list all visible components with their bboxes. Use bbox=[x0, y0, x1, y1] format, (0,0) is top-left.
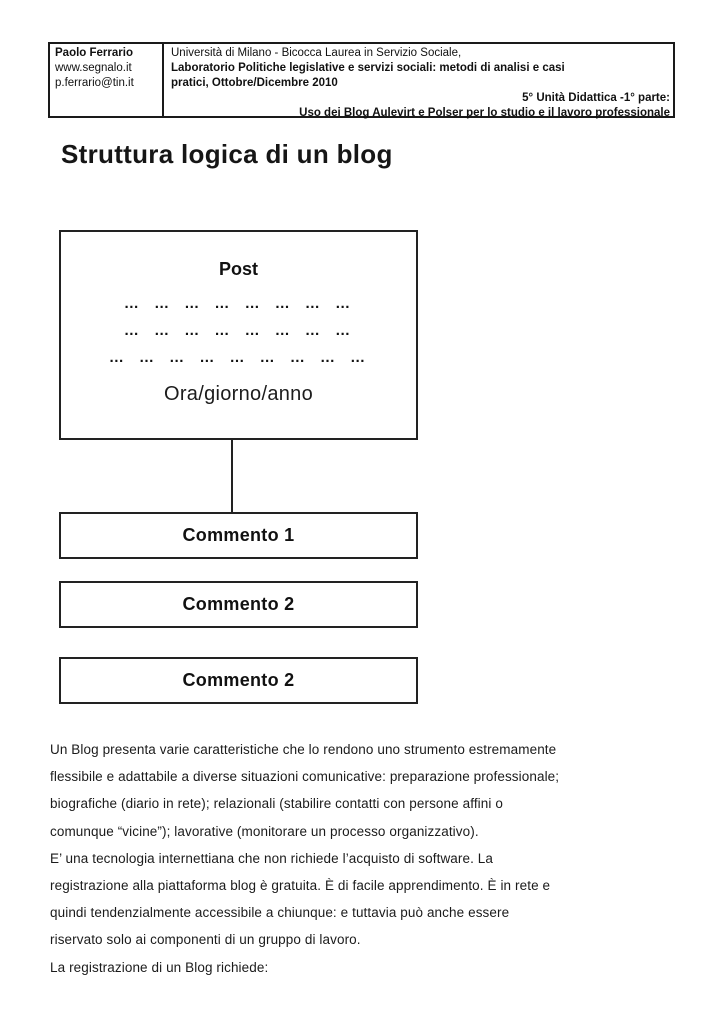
post-dotted-lines bbox=[61, 290, 416, 371]
course-lab-line-1: Laboratorio Politiche legislative e servizi sociali: metodi di analisi e casi bbox=[171, 62, 565, 74]
header-author-cell bbox=[50, 44, 164, 116]
comment-box-2 bbox=[59, 581, 418, 628]
body-line: quindi tendenzialmente accessibile a chiunque: e tuttavia può anche essere bbox=[50, 905, 510, 921]
course-unit-line: 5° Unità Didattica -1° parte: bbox=[522, 92, 670, 104]
post-dotted-line: … … … … … … … … bbox=[123, 322, 354, 339]
author-email: p.ferrario@tin.it bbox=[55, 77, 134, 89]
comment-box-label: Commento 2 bbox=[182, 670, 295, 690]
body-line: La registrazione di un Blog richiede: bbox=[50, 959, 269, 975]
author-name: Paolo Ferrario bbox=[55, 47, 133, 59]
body-line: E’ una tecnologia internettiana che non richiede l’acquisto di software. La bbox=[50, 850, 494, 866]
comment-box-3 bbox=[59, 657, 418, 704]
connector-line bbox=[231, 440, 233, 512]
header-course-cell bbox=[164, 44, 673, 119]
body-line: Un Blog presenta varie caratteristiche che lo rendono uno strumento estremamente bbox=[50, 742, 557, 757]
header-table bbox=[48, 42, 675, 118]
body-line: flessibile e adattabile a diverse situazioni comunicative: preparazione professionale; bbox=[50, 769, 560, 785]
post-timestamp: Ora/giorno/anno bbox=[163, 383, 314, 405]
course-lab-line-2: pratici, Ottobre/Dicembre 2010 bbox=[171, 77, 338, 89]
course-university-line: Università di Milano - Bicocca Laurea in Servizio Sociale, bbox=[171, 47, 462, 59]
body-line: biografiche (diario in rete); relazionali (stabilire contatti con persone affini o bbox=[50, 796, 503, 812]
body-line: riservato solo ai componenti di un gruppo di lavoro. bbox=[50, 932, 361, 948]
comment-box-label: Commento 2 bbox=[182, 594, 295, 614]
comment-box-label: Commento 1 bbox=[182, 525, 295, 545]
comment-box-1 bbox=[59, 512, 418, 559]
page-title: Struttura logica di un blog bbox=[61, 139, 393, 169]
body-paragraph bbox=[50, 736, 700, 981]
body-line: registrazione alla piattaforma blog è gratuita. È di facile apprendimento. È in rete e bbox=[50, 878, 551, 894]
author-website: www.segnalo.it bbox=[55, 62, 132, 74]
post-dotted-line: … … … … … … … … bbox=[123, 295, 354, 312]
post-box bbox=[59, 230, 418, 440]
course-topic-line: Uso dei Blog Aulevirt e Polser per lo studio e il lavoro professionale bbox=[299, 107, 670, 119]
post-dotted-line: … … … … … … … … … bbox=[108, 349, 369, 366]
post-box-title: Post bbox=[218, 259, 258, 279]
body-line: comunque “vicine”); lavorative (monitorare un processo organizzativo). bbox=[50, 823, 479, 839]
